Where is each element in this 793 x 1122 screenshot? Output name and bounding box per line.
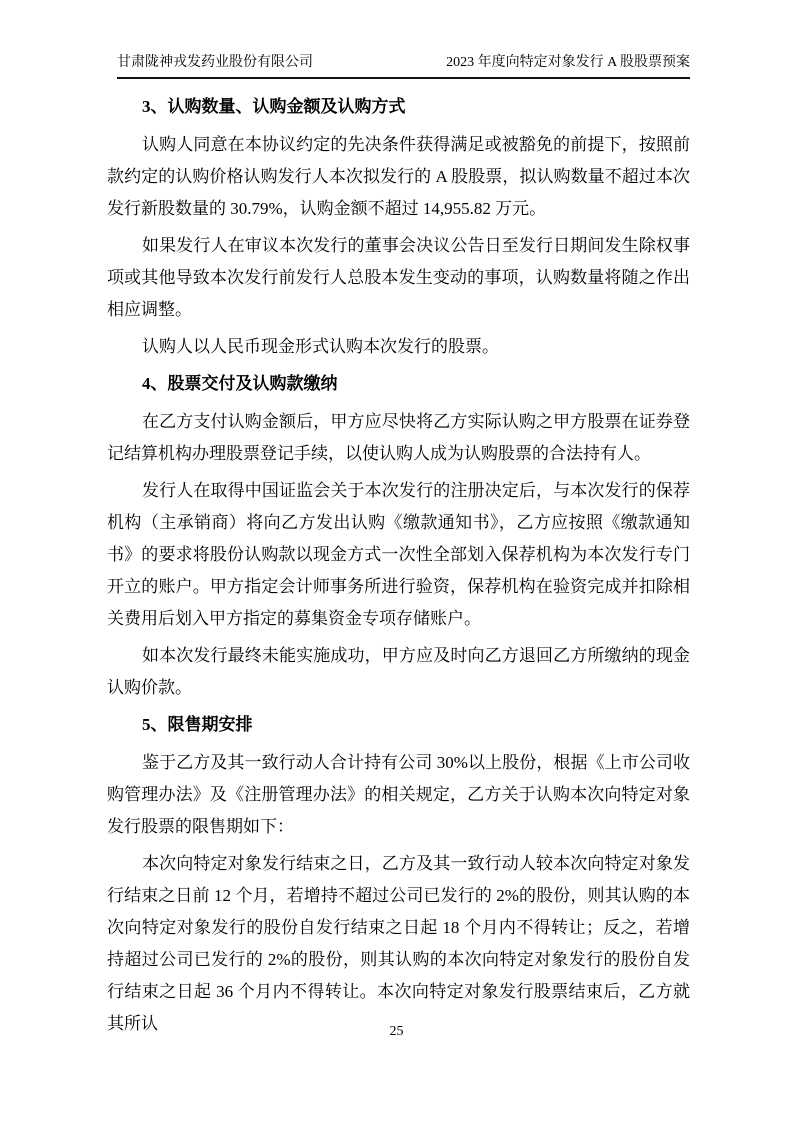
paragraph-share-delivery: 在乙方支付认购金额后，甲方应尽快将乙方实际认购之甲方股票在证券登记结算机构办理股票登记手续，以使认购人成为认购股票的合法持有人。 xyxy=(107,412,690,463)
paragraph-lockup-basis: 鉴于乙方及其一致行动人合计持有公司 30%以上股份，根据《上市公司收购管理办法》及《注册管理办法》的相关规定，乙方关于认购本次向特定对象发行股票的限售期如下： xyxy=(107,753,690,836)
section-heading-5: 5、限售期安排 xyxy=(142,715,253,734)
page-header xyxy=(117,53,690,79)
page-footer xyxy=(0,1023,793,1041)
section-heading-3: 3、认购数量、认购金额及认购方式 xyxy=(142,97,406,116)
page-number: 25 xyxy=(389,1024,404,1039)
paragraph-payment-notice: 发行人在取得中国证监会关于本次发行的注册决定后，与本次发行的保荐机构（主承销商）将向乙方发出认购《缴款通知书》，乙方应按照《缴款通知书》的要求将股份认购款以现金方式一次性全部划入保荐机构为本次发行专门开立的账户。甲方指定会计师事务所进行验资，保荐机构在验资完成并扣除相关费用后划入甲方指定的募集资金专项存储账户。 xyxy=(107,481,690,628)
header-company-name: 甘肃陇神戎发药业股份有限公司 xyxy=(117,55,313,70)
paragraph-refund: 如本次发行最终未能实施成功，甲方应及时向乙方退回乙方所缴纳的现金认购价款。 xyxy=(107,646,690,697)
header-document-title: 2023 年度向特定对象发行 A 股股票预案 xyxy=(446,55,690,70)
section-heading-4: 4、股票交付及认购款缴纳 xyxy=(142,374,338,393)
paragraph-adjustment: 如果发行人在审议本次发行的董事会决议公告日至发行日期间发生除权事项或其他导致本次发行前发行人总股本发生变动的事项，认购数量将随之作出相应调整。 xyxy=(107,236,690,319)
paragraph-lockup-terms: 本次向特定对象发行结束之日，乙方及其一致行动人较本次向特定对象发行结束之日前 12 个月，若增持不超过公司已发行的 2%的股份，则其认购的本次向特定对象发行的股份自发行结束之日起 18 个月内不得转让；反之，若增持超过公司已发行的 2%的股份，则其认购的本次向特定对象发行的股份自发行结束之日起 36 个月内不得转让。本次向特定对象发行股票结束后，乙方就其所认 xyxy=(107,854,690,1033)
paragraph-cash-subscription: 认购人以人民币现金形式认购本次发行的股票。 xyxy=(142,337,499,356)
paragraph-subscription-quantity: 认购人同意在本协议约定的先决条件获得满足或被豁免的前提下，按照前款约定的认购价格认购发行人本次拟发行的 A 股股票，拟认购数量不超过本次发行新股数量的 30.79%，认购金额不超过 14,955.82 万元。 xyxy=(107,135,690,218)
document-body xyxy=(107,88,690,1045)
